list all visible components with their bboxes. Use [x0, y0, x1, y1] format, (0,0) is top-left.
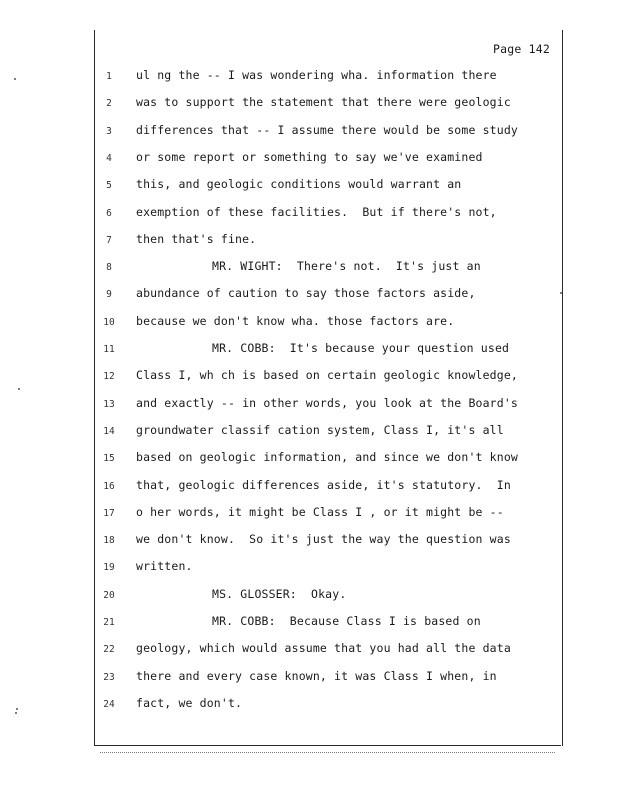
line-number: 17: [103, 507, 115, 519]
line-number: 16: [103, 480, 115, 492]
scan-speck: [15, 712, 17, 714]
line-text: MS. GLOSSER: Okay.: [212, 586, 347, 601]
line-number: 21: [103, 617, 115, 628]
scan-speck: [14, 78, 16, 80]
line-text: because we don't know wha. those factors are.: [136, 313, 455, 328]
line-text: MR. COBB: It's because your question used: [212, 341, 510, 355]
line-number: 7: [106, 234, 112, 246]
line-text: geology, which would assume that you had all the data: [136, 641, 511, 656]
line-number: 15: [103, 453, 115, 465]
transcript-line: [0, 695, 618, 729]
line-text: groundwater classif cation system, Class I, it's all: [136, 422, 504, 437]
line-text: differences that -- I assume there would be some study: [136, 122, 518, 137]
scan-speck: [560, 292, 562, 294]
line-number: 18: [103, 535, 115, 547]
line-text: Class I, wh ch is based on certain geologic knowledge,: [136, 368, 518, 383]
line-number: 11: [103, 344, 115, 355]
line-number: 1: [106, 71, 112, 82]
line-text: that, geologic differences aside, it's statutory. In: [136, 477, 511, 492]
line-text: this, and geologic conditions would warrant an: [136, 177, 462, 192]
line-number: 13: [103, 398, 115, 410]
line-text: written.: [136, 559, 193, 574]
line-text: or some report or something to say we've examined: [136, 149, 483, 164]
line-text: abundance of caution to say those factors aside,: [136, 286, 476, 301]
transcript-line: [0, 204, 618, 238]
line-text: o her words, it might be Class I , or it might be --: [136, 504, 504, 519]
line-number: 2: [106, 98, 112, 110]
scan-speck: [18, 388, 20, 390]
line-number: 14: [103, 425, 115, 437]
line-text: and exactly -- in other words, you look at the Board's: [136, 395, 518, 410]
line-text: exemption of these facilities. But if there's not,: [136, 204, 497, 219]
line-number: 10: [103, 316, 115, 328]
scan-speck: [16, 708, 18, 710]
page-number: Page 142: [493, 42, 550, 56]
line-number: 4: [106, 152, 112, 164]
line-number: 9: [106, 289, 112, 301]
line-number: 20: [103, 589, 115, 601]
line-text: fact, we don't.: [136, 695, 243, 710]
line-text: based on geologic information, and since we don't know: [136, 450, 518, 465]
line-number: 3: [106, 125, 112, 137]
line-number: 12: [103, 371, 115, 383]
line-number: 24: [103, 698, 115, 710]
line-number: 23: [103, 671, 115, 683]
line-text: we don't know. So it's just the way the question was: [136, 532, 511, 547]
transcript-line: [0, 668, 618, 702]
line-number: 19: [103, 562, 115, 574]
line-text: ul ng the -- I was wondering wha. information there: [136, 68, 497, 82]
line-text: MR. COBB: Because Class I is based on: [212, 614, 481, 628]
line-number: 6: [106, 207, 112, 219]
line-text: was to support the statement that there were geologic: [136, 95, 511, 110]
transcript-line: [0, 532, 618, 565]
line-text: there and every case known, it was Class I when, in: [136, 668, 497, 683]
line-number: 22: [103, 644, 115, 656]
line-text: MR. WIGHT: There's not. It's just an: [212, 259, 481, 274]
line-number: 8: [106, 262, 112, 274]
line-text: then that's fine.: [136, 231, 257, 246]
line-number: 5: [106, 180, 112, 192]
